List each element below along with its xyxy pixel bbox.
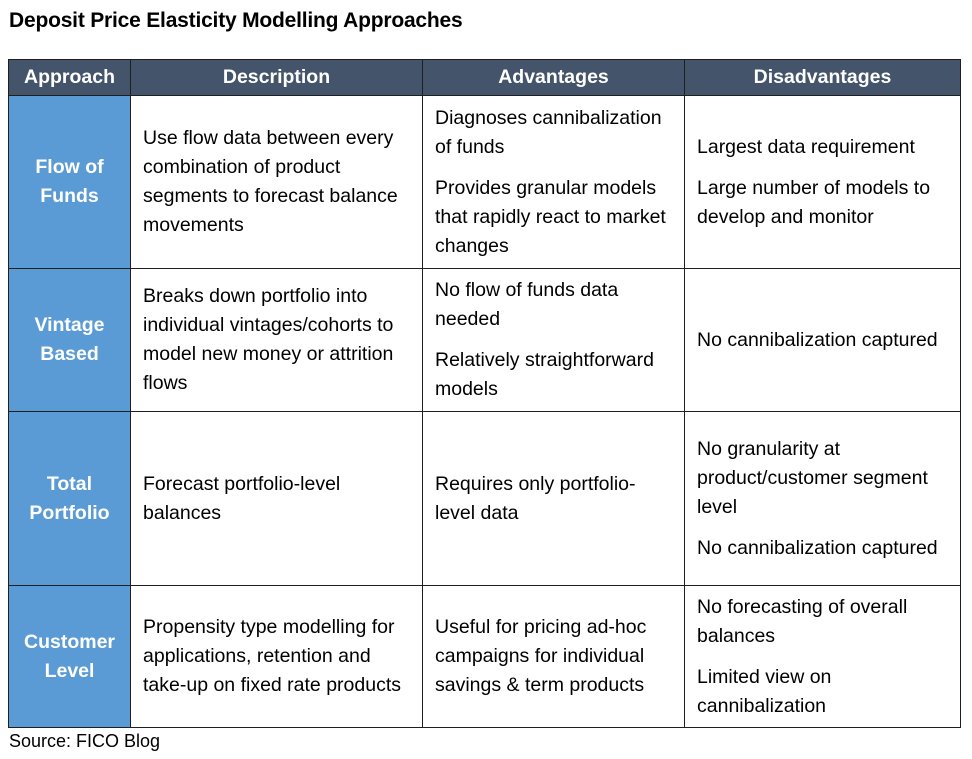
- disadvantages-cell: [685, 269, 961, 412]
- approach-label-line: Total: [46, 472, 93, 495]
- header-description: Description: [131, 60, 423, 96]
- disadvantages-cell: [685, 96, 961, 269]
- advantage-item: Useful for pricing ad-hoc campaigns for individual savings & term products: [435, 616, 647, 696]
- approach-label-line: Level: [44, 659, 95, 682]
- header-disadvantages: Disadvantages: [685, 60, 961, 96]
- description-cell: [131, 269, 423, 412]
- approach-cell: [9, 412, 131, 586]
- approach-label-line: Flow of: [35, 156, 104, 178]
- table-header-row: [9, 60, 961, 96]
- disadvantage-item: Limited view on cannibalization: [697, 665, 832, 717]
- header-advantages: Advantages: [423, 60, 685, 96]
- approach-cell: [9, 269, 131, 412]
- advantages-cell: [423, 269, 685, 412]
- table-row: [9, 96, 961, 269]
- approach-cell: [9, 96, 131, 269]
- header-approach: Approach: [9, 60, 131, 96]
- table-row: [9, 412, 961, 586]
- disadvantage-item: Large number of models to develop and monitor: [697, 176, 931, 228]
- approach-label-line: Based: [40, 343, 99, 365]
- document-title: Deposit Price Elasticity Modelling Approaches: [9, 9, 463, 32]
- approaches-table: [8, 59, 961, 728]
- disadvantage-item: Largest data requirement: [697, 135, 915, 158]
- table-row: [9, 269, 961, 412]
- advantage-item: Provides granular models that rapidly react to market changes: [435, 176, 666, 257]
- disadvantage-item: No forecasting of overall balances: [697, 595, 908, 647]
- disadvantage-item: No cannibalization captured: [697, 328, 938, 351]
- advantages-cell: [423, 96, 685, 269]
- disadvantages-cell: [685, 586, 961, 728]
- approach-label-line: Vintage: [34, 314, 105, 336]
- advantage-item: Requires only portfolio-level data: [435, 472, 636, 524]
- description-cell: [131, 96, 423, 269]
- description-text: Use flow data between every combination of product segments to forecast balance movements: [143, 127, 398, 236]
- description-text: Forecast portfolio-level balances: [143, 472, 341, 524]
- description-text: Propensity type modelling for applications, retention and take-up on fixed rate products: [143, 616, 401, 696]
- approach-label-line: Funds: [40, 185, 99, 207]
- description-text: Breaks down portfolio into individual vintages/cohorts to model new money or attrition flows: [143, 285, 394, 394]
- advantage-item: Relatively straightforward models: [435, 349, 654, 400]
- table-row: [9, 586, 961, 728]
- description-cell: [131, 412, 423, 586]
- approach-cell: [9, 586, 131, 728]
- disadvantage-item: No cannibalization captured: [697, 536, 938, 559]
- approach-label-line: Customer: [23, 630, 116, 653]
- advantages-cell: [423, 412, 685, 586]
- disadvantage-item: No granularity at product/customer segment level: [697, 437, 928, 518]
- approach-label-line: Portfolio: [29, 501, 110, 524]
- disadvantages-cell: [685, 412, 961, 586]
- advantage-item: Diagnoses cannibalization of funds: [435, 106, 662, 158]
- advantages-cell: [423, 586, 685, 728]
- advantage-item: No flow of funds data needed: [435, 279, 619, 330]
- source-caption: Source: FICO Blog: [9, 731, 161, 751]
- description-cell: [131, 586, 423, 728]
